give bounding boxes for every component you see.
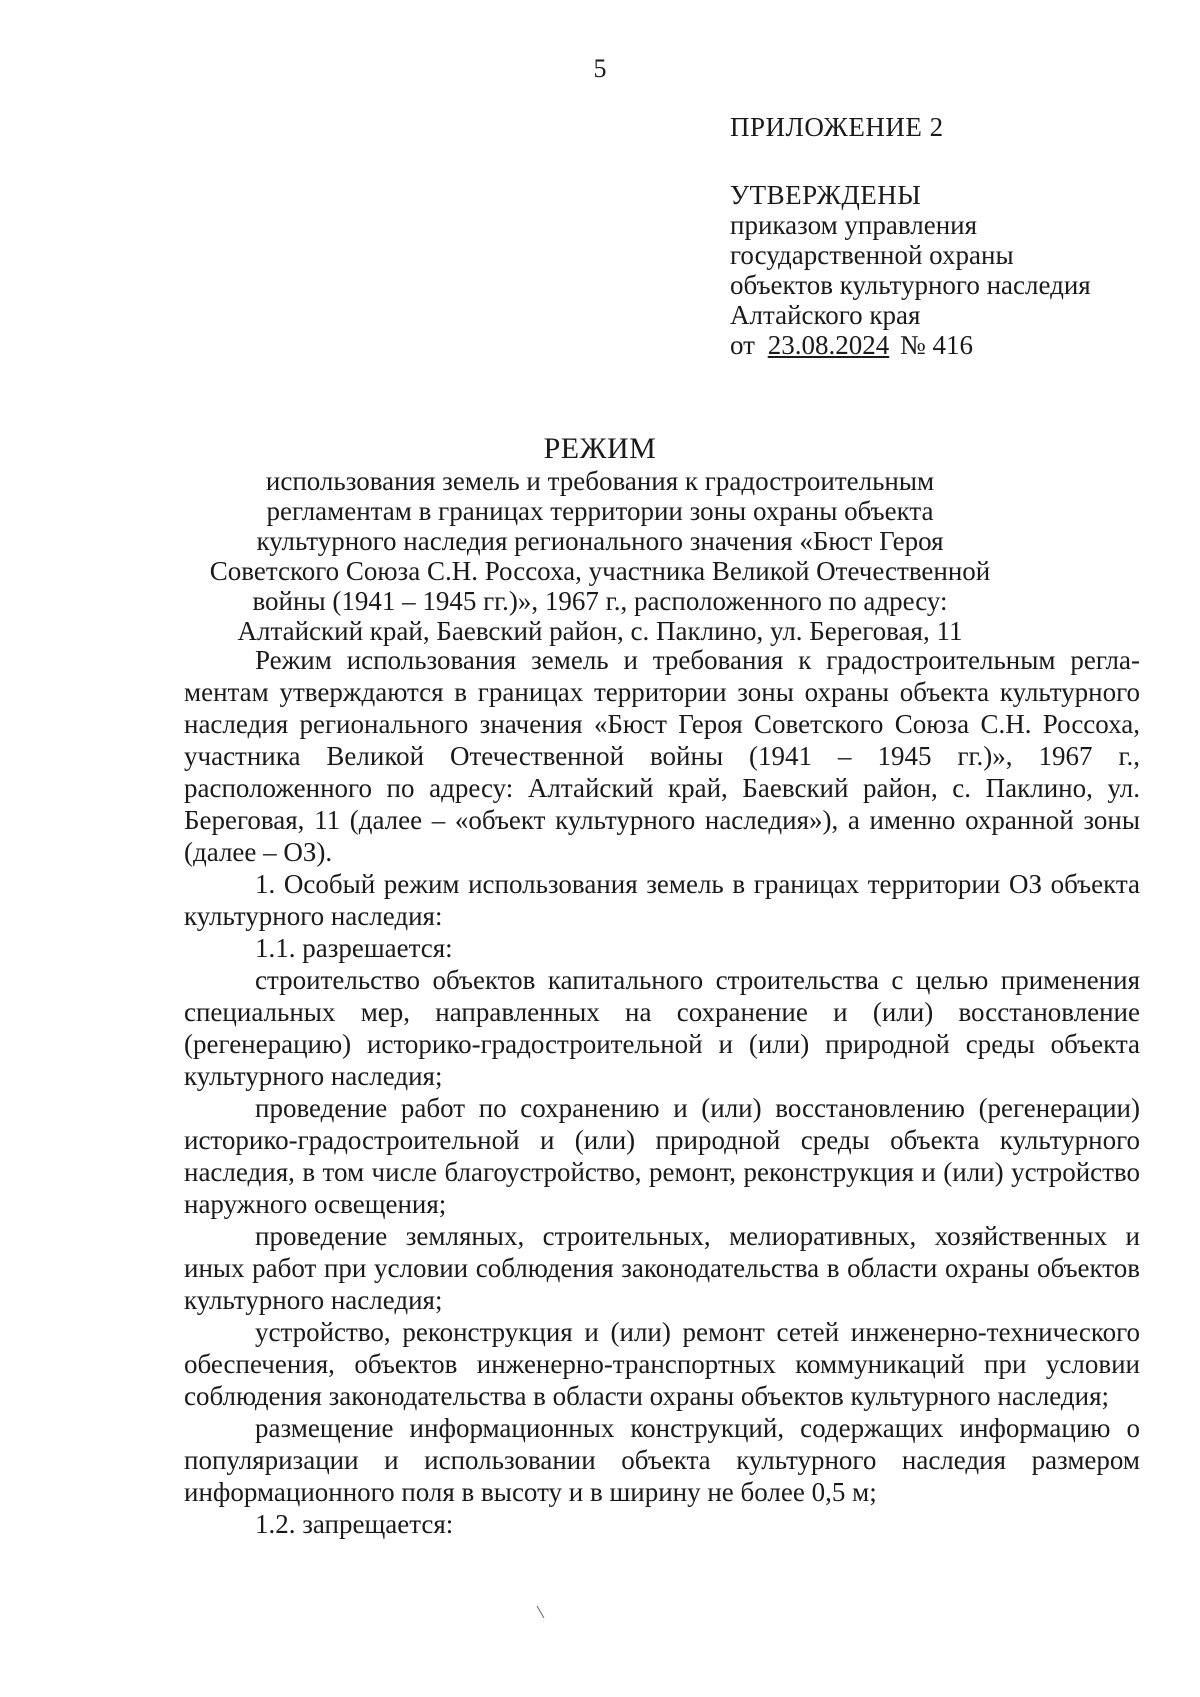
- order-date: 23.08.2024: [767, 330, 890, 360]
- permitted-item: проведение земляных, строительных, мелиоративных, хозяйственных и иных работ при условии соблюдения законодательства в области охраны объектов культурного наследия;: [184, 1221, 1140, 1315]
- regime-subtitle-line: использования земель и требования к градостроительным: [265, 466, 935, 496]
- section-1-2-heading: 1.2. запрещается:: [255, 1509, 454, 1539]
- document-body: [184, 644, 1140, 1540]
- permitted-item: строительство объектов капитального строительства с целью применения специальных мер, направленных на сохранение и (или) восстановление (регенерацию) историко-градостроительной и (или) природной среды объекта культурного наследия;: [184, 965, 1140, 1091]
- order-number: № 416: [899, 330, 973, 360]
- approval-line: государственной охраны: [730, 240, 1014, 270]
- regime-subtitle-line: регламентам в границах территории зоны охраны объекта: [266, 496, 934, 526]
- approval-line: приказом управления: [730, 210, 978, 240]
- section-1-paragraph: 1. Особый режим использования земель в границах территории ОЗ объекта культурного наследия:: [184, 869, 1140, 931]
- regime-subtitle-line: Алтайский край, Баевский район, с. Паклино, ул. Береговая, 11: [237, 616, 963, 646]
- regime-header: [0, 432, 1200, 646]
- regime-subtitle-line: культурного наследия регионального значения «Бюст Героя: [256, 526, 944, 556]
- scan-artifact-mark: [537, 1606, 545, 1619]
- approval-line: объектов культурного наследия: [730, 270, 1091, 300]
- approval-title: УТВЕРЖДЕНЫ: [730, 180, 922, 210]
- regime-subtitle-line: Советского Союза С.Н. Россоха, участника Великой Отечественной: [209, 556, 991, 586]
- permitted-item: устройство, реконструкция и (или) ремонт сетей инженерно-технического обеспечения, объектов инженерно-транспортных коммуникаций при условии соблюдения законодательства в области охраны объектов культурного наследия;: [184, 1317, 1140, 1411]
- approval-line: Алтайского края: [730, 300, 921, 330]
- permitted-item: проведение работ по сохранению и (или) восстановлению (регенерации) историко-градостроительной и (или) природной среды объекта культурного наследия, в том числе благоустройство, ремонт, реконструкция и (или) устройство наружного освещения;: [184, 1093, 1140, 1219]
- order-line: [730, 330, 1091, 360]
- appendix-label: ПРИЛОЖЕНИЕ 2: [730, 112, 944, 142]
- permitted-item: размещение информационных конструкций, содержащих информацию о популяризации и использовании объекта культурного наследия размером информационного поля в высоту и в ширину не более 0,5 м;: [184, 1413, 1140, 1507]
- approval-block: [730, 180, 1091, 360]
- section-1-1-heading: 1.1. разрешается:: [255, 933, 453, 963]
- regime-title: РЕЖИМ: [543, 432, 657, 465]
- page-number: 5: [593, 54, 607, 83]
- regime-subtitle-line: войны (1941 – 1945 гг.)», 1967 г., расположенного по адресу:: [252, 586, 948, 616]
- intro-paragraph: Режим использования земель и требования к градостроительным регламентам утверждаются в границах территории зоны охраны объекта культурного наследия регионального значения «Бюст Героя Советского Союза С.Н. Россоха, участника Великой Отечественной войны (1941 – 1945 гг.)», 1967 г., расположенного по адресу: Алтайский край, Баевский район, с. Паклино, ул. Береговая, 11 (далее – «объект культурного наследия»), а именно охранной зоны (далее – ОЗ).: [184, 645, 1140, 867]
- order-prefix: от: [730, 330, 755, 360]
